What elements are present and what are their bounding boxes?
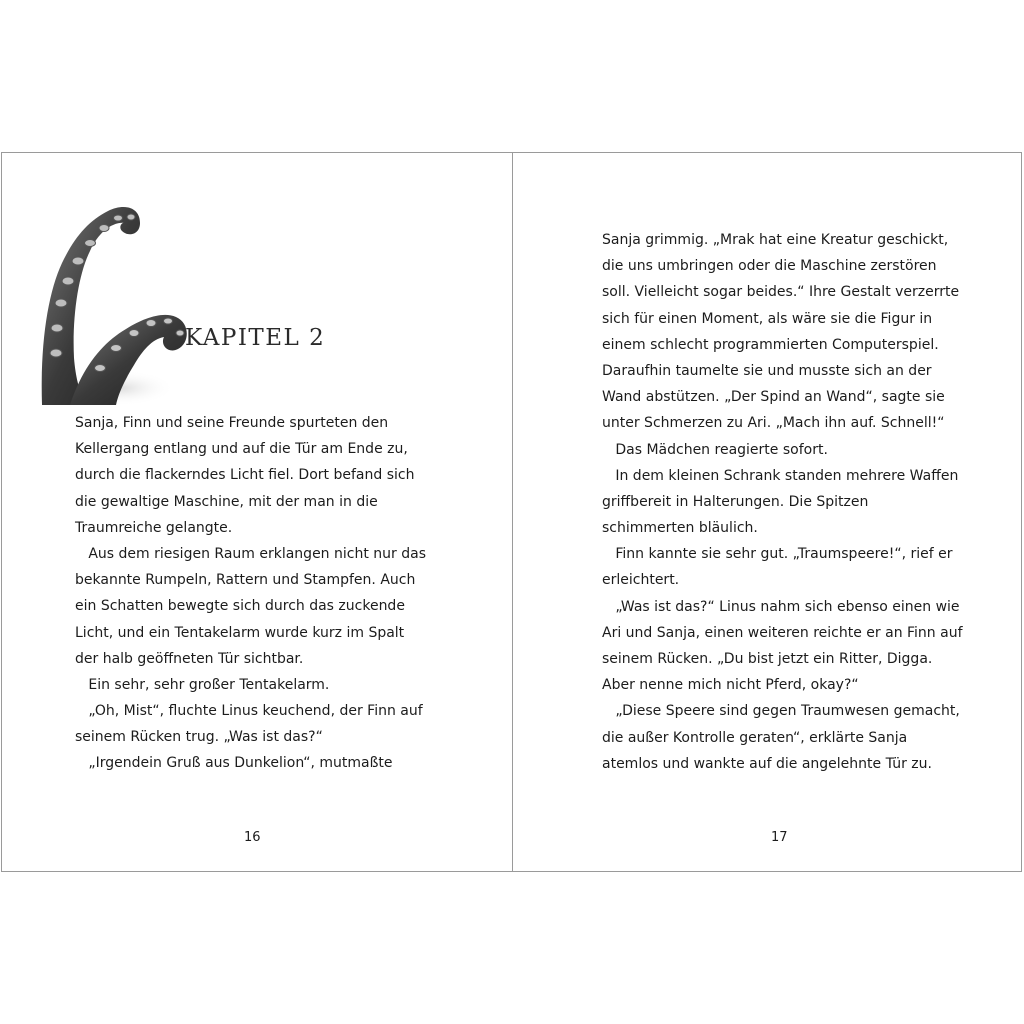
text-line: erleichtert. bbox=[602, 572, 680, 589]
tentacle-icon bbox=[30, 183, 190, 405]
left-page bbox=[2, 153, 513, 871]
text-line: schimmerten bläulich. bbox=[602, 520, 758, 537]
text-line: der halb geöffneten Tür sichtbar. bbox=[75, 650, 304, 667]
text-line: bekannte Rumpeln, Rattern und Stampfen. Auch bbox=[75, 572, 416, 589]
left-page-body bbox=[75, 410, 426, 777]
text-line: Kellergang entlang und auf die Tür am Ende zu, bbox=[75, 441, 408, 458]
text-line: Licht, und ein Tentakelarm wurde kurz im Spalt bbox=[75, 624, 405, 641]
chapter-title: KAPITEL 2 bbox=[185, 325, 326, 351]
text-line: „Diese Speere sind gegen Traumwesen gemacht, bbox=[602, 703, 960, 720]
text-line: seinem Rücken. „Du bist jetzt ein Ritter, Digga. bbox=[602, 651, 933, 667]
text-line: soll. Vielleicht sogar beides.“ Ihre Gestalt verzerrte bbox=[602, 284, 960, 301]
text-line: die uns umbringen oder die Maschine zerstören bbox=[602, 258, 937, 275]
text-line: ein Schatten bewegte sich durch das zuckende bbox=[75, 598, 405, 615]
page-number-right: 17 bbox=[771, 830, 788, 845]
text-line: seinem Rücken trug. „Was ist das?“ bbox=[75, 729, 323, 746]
text-line: „Irgendein Gruß aus Dunkelion“, mutmaßte bbox=[75, 755, 393, 772]
text-line: unter Schmerzen zu Ari. „Mach ihn auf. Schnell!“ bbox=[602, 415, 945, 432]
text-line: Sanja grimmig. „Mrak hat eine Kreatur geschickt, bbox=[602, 232, 949, 248]
text-line: Ari und Sanja, einen weiteren reichte er an Finn auf bbox=[602, 624, 963, 641]
text-line: Aber nenne mich nicht Pferd, okay?“ bbox=[602, 677, 859, 694]
text-line: einem schlecht programmierten Computerspiel. bbox=[602, 336, 939, 353]
book-spread bbox=[1, 152, 1022, 872]
text-line: In dem kleinen Schrank standen mehrere Waffen bbox=[602, 467, 959, 484]
text-line: die außer Kontrolle geraten“, erklärte Sanja bbox=[602, 729, 908, 746]
text-line: „Was ist das?“ Linus nahm sich ebenso einen wie bbox=[602, 598, 960, 615]
text-line: Daraufhin taumelte sie und musste sich an der bbox=[602, 362, 932, 379]
text-line: Das Mädchen reagierte sofort. bbox=[602, 441, 828, 458]
text-line: Aus dem riesigen Raum erklangen nicht nur das bbox=[75, 545, 426, 562]
text-line: griffbereit in Halterungen. Die Spitzen bbox=[602, 493, 869, 510]
text-line: „Oh, Mist“, fluchte Linus keuchend, der Finn auf bbox=[75, 703, 423, 720]
right-page-body bbox=[602, 227, 963, 777]
text-line: die gewaltige Maschine, mit der man in die bbox=[75, 493, 378, 510]
text-line: Ein sehr, sehr großer Tentakelarm. bbox=[75, 676, 330, 693]
text-line: durch die flackerndes Licht fiel. Dort befand sich bbox=[75, 467, 415, 484]
text-line: atemlos und wankte auf die angelehnte Tür zu. bbox=[602, 755, 932, 772]
right-page bbox=[513, 153, 1021, 871]
text-line: Finn kannte sie sehr gut. „Traumspeere!“, rief er bbox=[602, 546, 953, 563]
text-line: Wand abstützen. „Der Spind an Wand“, sagte sie bbox=[602, 389, 945, 406]
text-line: Traumreiche gelangte. bbox=[75, 519, 233, 536]
page-number-left: 16 bbox=[244, 830, 261, 845]
text-line: Sanja, Finn und seine Freunde spurteten den bbox=[75, 415, 389, 431]
text-line: sich für einen Moment, als wäre sie die Figur in bbox=[602, 310, 933, 327]
